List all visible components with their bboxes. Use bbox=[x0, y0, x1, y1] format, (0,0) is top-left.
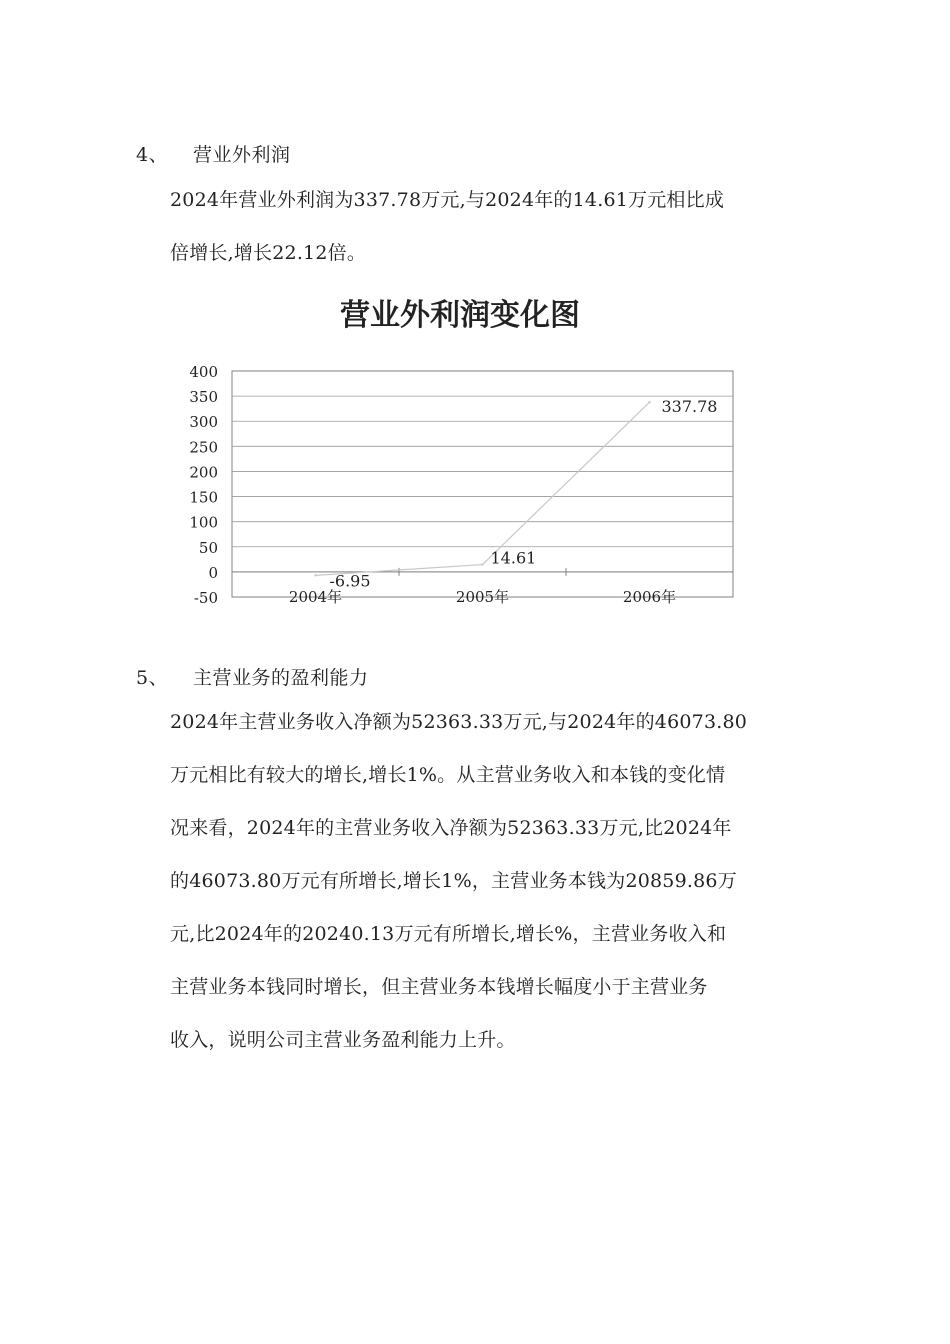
section-4-heading bbox=[136, 140, 291, 167]
y-tick-label: 100 bbox=[189, 513, 218, 532]
x-tick-label: 2006年 bbox=[622, 588, 677, 606]
paragraph-line: 2024年营业外利润为337.78万元,与2024年的14.61万元相比成 bbox=[170, 189, 725, 211]
section-5-number: 5、 bbox=[136, 667, 169, 689]
data-label: 14.61 bbox=[490, 548, 537, 568]
series-line bbox=[316, 402, 650, 575]
paragraph-line: 倍增长,增长22.12倍。 bbox=[170, 242, 367, 264]
x-tick-label: 2004年 bbox=[288, 588, 343, 606]
section-5-heading bbox=[136, 663, 369, 690]
y-tick-label: 400 bbox=[189, 363, 218, 381]
x-tick-label: 2005年 bbox=[455, 588, 510, 606]
y-tick-label: 350 bbox=[189, 388, 218, 407]
data-point bbox=[481, 563, 483, 565]
plot-area-frame bbox=[232, 371, 733, 597]
y-tick-label: 250 bbox=[189, 438, 218, 457]
data-label: -6.95 bbox=[329, 571, 371, 591]
y-tick-label: 300 bbox=[189, 413, 218, 432]
y-tick-label: 200 bbox=[189, 463, 218, 482]
paragraph-line: 2024年主营业务收入净额为52363.33万元,与2024年的46073.80 bbox=[170, 711, 748, 733]
y-tick-label: 0 bbox=[208, 563, 218, 582]
y-tick-label: 150 bbox=[189, 488, 218, 507]
paragraph-line: 万元相比有较大的增长,增长1%。从主营业务收入和本钱的变化情 bbox=[170, 764, 726, 786]
chart-title: 营业外利润变化图 bbox=[340, 298, 580, 333]
section-5-paragraph bbox=[170, 696, 820, 1067]
paragraph-line: 况来看，2024年的主营业务收入净额为52363.33万元,比2024年 bbox=[170, 817, 732, 839]
line-chart bbox=[0, 355, 950, 615]
section-4-number: 4、 bbox=[136, 144, 169, 166]
y-tick-label: -50 bbox=[193, 589, 218, 607]
paragraph-line: 元,比2024年的20240.13万元有所增长,增长%，主营业务收入和 bbox=[170, 923, 727, 945]
y-tick-label: 50 bbox=[198, 538, 218, 557]
section-4-paragraph bbox=[170, 174, 820, 280]
data-point bbox=[314, 574, 316, 576]
paragraph-line: 的46073.80万元有所增长,增长1%，主营业务本钱为20859.86万 bbox=[170, 870, 737, 892]
data-label: 337.78 bbox=[661, 397, 718, 417]
paragraph-line: 主营业务本钱同时增长，但主营业务本钱增长幅度小于主营业务 bbox=[170, 976, 708, 998]
paragraph-line: 收入，说明公司主营业务盈利能力上升。 bbox=[170, 1029, 516, 1051]
section-5-title: 主营业务的盈利能力 bbox=[193, 667, 369, 689]
data-point bbox=[648, 401, 650, 403]
section-4-title: 营业外利润 bbox=[193, 144, 291, 166]
